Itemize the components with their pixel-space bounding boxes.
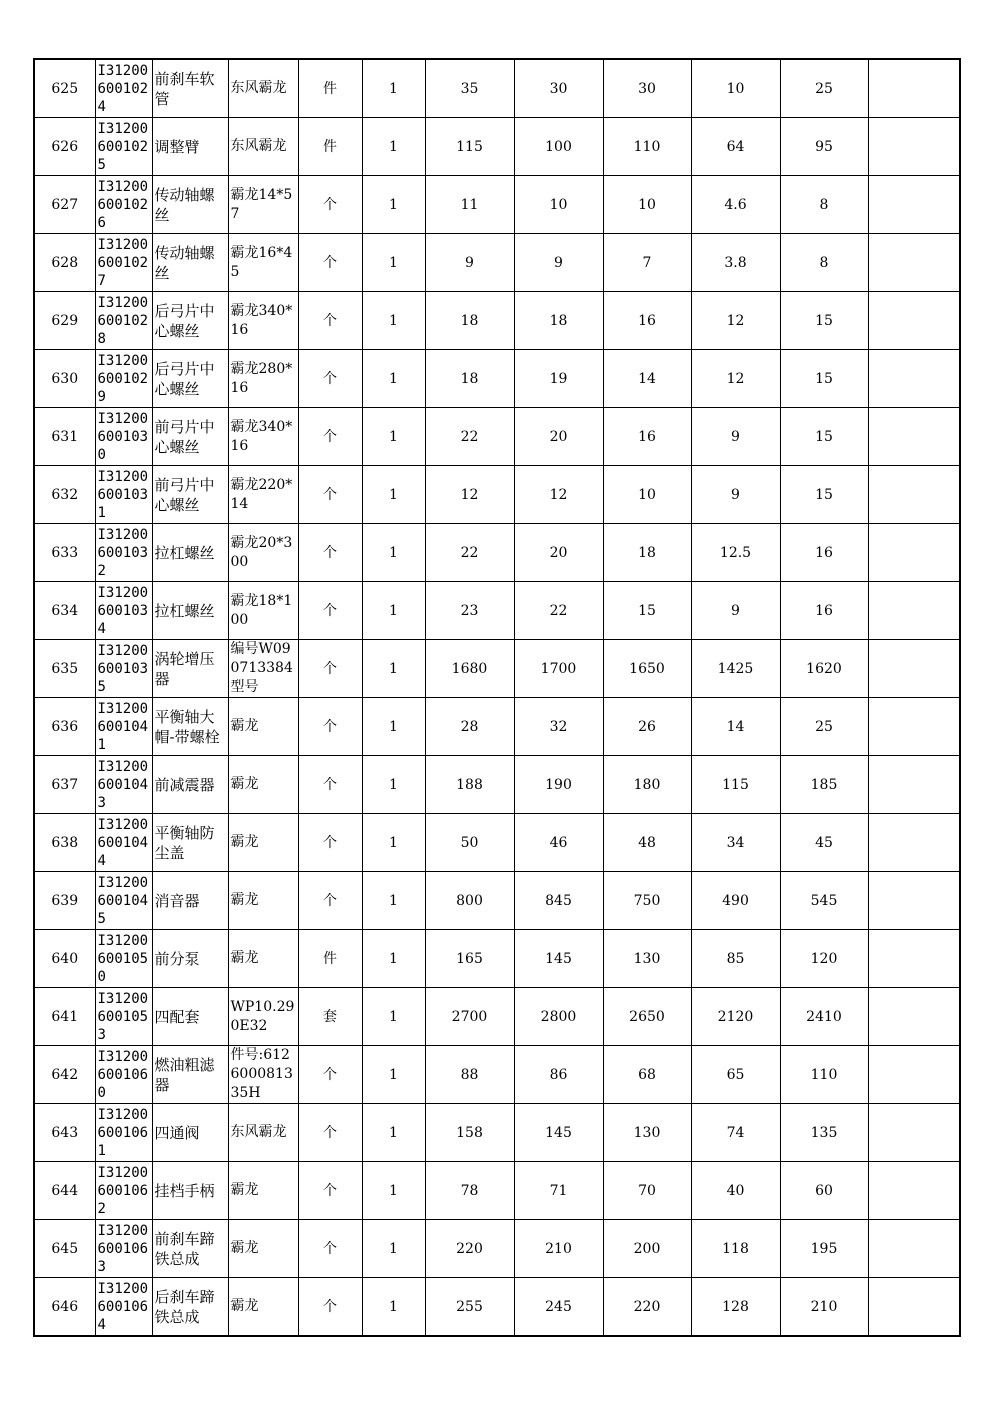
price-2-cell: 145: [514, 1104, 603, 1162]
price-3-cell: 10: [603, 176, 691, 234]
row-number-cell: 633: [34, 524, 95, 582]
price-1-cell: 220: [425, 1220, 514, 1278]
price-5-cell: 16: [780, 582, 868, 640]
table-row: [34, 814, 960, 872]
price-4-cell: 14: [691, 698, 780, 756]
part-code-cell: I312006001053: [95, 988, 152, 1046]
unit-cell: 套: [298, 988, 362, 1046]
price-2-cell: 100: [514, 118, 603, 176]
unit-cell: 个: [298, 234, 362, 292]
row-number-cell: 641: [34, 988, 95, 1046]
part-name-cell: 前刹车软管: [152, 59, 228, 118]
table-row: [34, 930, 960, 988]
price-5-cell: 45: [780, 814, 868, 872]
price-4-cell: 1425: [691, 640, 780, 698]
table-row: [34, 466, 960, 524]
part-name-cell: 挂档手柄: [152, 1162, 228, 1220]
note-cell: [868, 350, 960, 408]
price-1-cell: 115: [425, 118, 514, 176]
quantity-cell: 1: [362, 118, 425, 176]
note-cell: [868, 176, 960, 234]
part-spec-cell: 件号:612600081335H: [228, 1046, 298, 1104]
quantity-cell: 1: [362, 640, 425, 698]
note-cell: [868, 930, 960, 988]
unit-cell: 个: [298, 698, 362, 756]
unit-cell: 个: [298, 814, 362, 872]
price-3-cell: 26: [603, 698, 691, 756]
row-number-cell: 635: [34, 640, 95, 698]
price-4-cell: 40: [691, 1162, 780, 1220]
price-2-cell: 32: [514, 698, 603, 756]
part-spec-cell: 霸龙: [228, 1162, 298, 1220]
price-2-cell: 10: [514, 176, 603, 234]
price-4-cell: 2120: [691, 988, 780, 1046]
quantity-cell: 1: [362, 988, 425, 1046]
price-1-cell: 22: [425, 408, 514, 466]
part-code-cell: I312006001045: [95, 872, 152, 930]
part-code-cell: I312006001024: [95, 59, 152, 118]
price-4-cell: 12.5: [691, 524, 780, 582]
price-5-cell: 15: [780, 408, 868, 466]
note-cell: [868, 814, 960, 872]
part-name-cell: 燃油粗滤器: [152, 1046, 228, 1104]
part-code-cell: I312006001063: [95, 1220, 152, 1278]
part-spec-cell: 霸龙18*100: [228, 582, 298, 640]
price-5-cell: 195: [780, 1220, 868, 1278]
price-5-cell: 545: [780, 872, 868, 930]
part-code-cell: I312006001034: [95, 582, 152, 640]
quantity-cell: 1: [362, 292, 425, 350]
price-3-cell: 110: [603, 118, 691, 176]
price-5-cell: 25: [780, 59, 868, 118]
part-code-cell: I312006001030: [95, 408, 152, 466]
price-5-cell: 15: [780, 292, 868, 350]
price-3-cell: 14: [603, 350, 691, 408]
price-1-cell: 2700: [425, 988, 514, 1046]
price-1-cell: 18: [425, 350, 514, 408]
part-spec-cell: 编号W090713384型号: [228, 640, 298, 698]
price-3-cell: 1650: [603, 640, 691, 698]
price-3-cell: 220: [603, 1278, 691, 1337]
part-name-cell: 前刹车蹄铁总成: [152, 1220, 228, 1278]
row-number-cell: 630: [34, 350, 95, 408]
table-row: [34, 234, 960, 292]
unit-cell: 个: [298, 1220, 362, 1278]
price-4-cell: 9: [691, 466, 780, 524]
price-5-cell: 8: [780, 234, 868, 292]
price-3-cell: 7: [603, 234, 691, 292]
part-name-cell: 四配套: [152, 988, 228, 1046]
table-row: [34, 350, 960, 408]
part-spec-cell: 霸龙220*14: [228, 466, 298, 524]
quantity-cell: 1: [362, 814, 425, 872]
unit-cell: 个: [298, 1278, 362, 1337]
quantity-cell: 1: [362, 1104, 425, 1162]
note-cell: [868, 872, 960, 930]
note-cell: [868, 292, 960, 350]
note-cell: [868, 118, 960, 176]
row-number-cell: 625: [34, 59, 95, 118]
table-row: [34, 1220, 960, 1278]
price-5-cell: 185: [780, 756, 868, 814]
row-number-cell: 634: [34, 582, 95, 640]
table-row: [34, 872, 960, 930]
quantity-cell: 1: [362, 756, 425, 814]
price-2-cell: 2800: [514, 988, 603, 1046]
quantity-cell: 1: [362, 872, 425, 930]
note-cell: [868, 640, 960, 698]
price-3-cell: 70: [603, 1162, 691, 1220]
part-spec-cell: 霸龙340*16: [228, 292, 298, 350]
unit-cell: 个: [298, 524, 362, 582]
note-cell: [868, 988, 960, 1046]
part-code-cell: I312006001026: [95, 176, 152, 234]
part-name-cell: 拉杠螺丝: [152, 582, 228, 640]
row-number-cell: 631: [34, 408, 95, 466]
row-number-cell: 645: [34, 1220, 95, 1278]
note-cell: [868, 1220, 960, 1278]
price-2-cell: 1700: [514, 640, 603, 698]
price-2-cell: 210: [514, 1220, 603, 1278]
price-4-cell: 12: [691, 350, 780, 408]
part-spec-cell: 霸龙340*16: [228, 408, 298, 466]
price-4-cell: 34: [691, 814, 780, 872]
price-4-cell: 4.6: [691, 176, 780, 234]
row-number-cell: 644: [34, 1162, 95, 1220]
part-name-cell: 平衡轴防尘盖: [152, 814, 228, 872]
price-2-cell: 9: [514, 234, 603, 292]
unit-cell: 个: [298, 1104, 362, 1162]
price-1-cell: 1680: [425, 640, 514, 698]
table-row: [34, 1278, 960, 1337]
part-name-cell: 前弓片中心螺丝: [152, 466, 228, 524]
price-1-cell: 188: [425, 756, 514, 814]
table-row: [34, 176, 960, 234]
part-spec-cell: 霸龙: [228, 1278, 298, 1337]
unit-cell: 个: [298, 350, 362, 408]
note-cell: [868, 582, 960, 640]
quantity-cell: 1: [362, 234, 425, 292]
row-number-cell: 626: [34, 118, 95, 176]
unit-cell: 个: [298, 292, 362, 350]
part-spec-cell: 霸龙16*45: [228, 234, 298, 292]
table-row: [34, 408, 960, 466]
price-1-cell: 50: [425, 814, 514, 872]
note-cell: [868, 1046, 960, 1104]
part-code-cell: I312006001062: [95, 1162, 152, 1220]
note-cell: [868, 1162, 960, 1220]
price-5-cell: 25: [780, 698, 868, 756]
part-spec-cell: 东风霸龙: [228, 118, 298, 176]
price-3-cell: 750: [603, 872, 691, 930]
price-1-cell: 12: [425, 466, 514, 524]
price-4-cell: 64: [691, 118, 780, 176]
part-code-cell: I312006001035: [95, 640, 152, 698]
price-4-cell: 9: [691, 408, 780, 466]
table-row: [34, 1046, 960, 1104]
unit-cell: 个: [298, 582, 362, 640]
quantity-cell: 1: [362, 350, 425, 408]
note-cell: [868, 756, 960, 814]
price-2-cell: 145: [514, 930, 603, 988]
row-number-cell: 642: [34, 1046, 95, 1104]
price-1-cell: 9: [425, 234, 514, 292]
price-1-cell: 800: [425, 872, 514, 930]
quantity-cell: 1: [362, 1278, 425, 1337]
price-3-cell: 15: [603, 582, 691, 640]
table-row: [34, 59, 960, 118]
row-number-cell: 638: [34, 814, 95, 872]
unit-cell: 个: [298, 756, 362, 814]
unit-cell: 个: [298, 466, 362, 524]
part-spec-cell: 霸龙: [228, 756, 298, 814]
price-3-cell: 16: [603, 292, 691, 350]
part-name-cell: 前弓片中心螺丝: [152, 408, 228, 466]
unit-cell: 个: [298, 176, 362, 234]
parts-price-table: [33, 58, 961, 1337]
price-4-cell: 490: [691, 872, 780, 930]
part-spec-cell: 霸龙: [228, 872, 298, 930]
price-5-cell: 210: [780, 1278, 868, 1337]
unit-cell: 个: [298, 640, 362, 698]
table-row: [34, 524, 960, 582]
part-code-cell: I312006001025: [95, 118, 152, 176]
price-4-cell: 10: [691, 59, 780, 118]
price-1-cell: 11: [425, 176, 514, 234]
price-1-cell: 35: [425, 59, 514, 118]
price-3-cell: 48: [603, 814, 691, 872]
part-spec-cell: 东风霸龙: [228, 1104, 298, 1162]
note-cell: [868, 234, 960, 292]
unit-cell: 个: [298, 872, 362, 930]
price-2-cell: 46: [514, 814, 603, 872]
part-spec-cell: 霸龙: [228, 814, 298, 872]
part-name-cell: 传动轴螺丝: [152, 176, 228, 234]
price-5-cell: 15: [780, 466, 868, 524]
part-name-cell: 调整臂: [152, 118, 228, 176]
note-cell: [868, 1104, 960, 1162]
note-cell: [868, 1278, 960, 1337]
price-3-cell: 130: [603, 930, 691, 988]
row-number-cell: 639: [34, 872, 95, 930]
quantity-cell: 1: [362, 466, 425, 524]
part-spec-cell: 霸龙: [228, 930, 298, 988]
price-3-cell: 30: [603, 59, 691, 118]
note-cell: [868, 524, 960, 582]
price-1-cell: 158: [425, 1104, 514, 1162]
price-2-cell: 245: [514, 1278, 603, 1337]
price-1-cell: 22: [425, 524, 514, 582]
price-2-cell: 18: [514, 292, 603, 350]
price-5-cell: 95: [780, 118, 868, 176]
price-1-cell: 78: [425, 1162, 514, 1220]
price-4-cell: 12: [691, 292, 780, 350]
table-row: [34, 582, 960, 640]
price-3-cell: 200: [603, 1220, 691, 1278]
price-3-cell: 10: [603, 466, 691, 524]
part-name-cell: 后弓片中心螺丝: [152, 350, 228, 408]
part-name-cell: 前分泵: [152, 930, 228, 988]
part-code-cell: I312006001031: [95, 466, 152, 524]
quantity-cell: 1: [362, 1046, 425, 1104]
price-2-cell: 845: [514, 872, 603, 930]
price-1-cell: 18: [425, 292, 514, 350]
quantity-cell: 1: [362, 1220, 425, 1278]
price-4-cell: 128: [691, 1278, 780, 1337]
row-number-cell: 646: [34, 1278, 95, 1337]
row-number-cell: 636: [34, 698, 95, 756]
price-4-cell: 118: [691, 1220, 780, 1278]
part-spec-cell: 霸龙: [228, 1220, 298, 1278]
unit-cell: 个: [298, 408, 362, 466]
table-row: [34, 118, 960, 176]
table-row: [34, 1104, 960, 1162]
price-5-cell: 120: [780, 930, 868, 988]
part-spec-cell: 霸龙20*300: [228, 524, 298, 582]
quantity-cell: 1: [362, 524, 425, 582]
part-code-cell: I312006001028: [95, 292, 152, 350]
quantity-cell: 1: [362, 1162, 425, 1220]
part-name-cell: 前减震器: [152, 756, 228, 814]
price-5-cell: 16: [780, 524, 868, 582]
row-number-cell: 640: [34, 930, 95, 988]
quantity-cell: 1: [362, 930, 425, 988]
table-row: [34, 988, 960, 1046]
part-code-cell: I312006001064: [95, 1278, 152, 1337]
price-2-cell: 19: [514, 350, 603, 408]
part-name-cell: 后弓片中心螺丝: [152, 292, 228, 350]
part-code-cell: I312006001029: [95, 350, 152, 408]
part-code-cell: I312006001027: [95, 234, 152, 292]
price-3-cell: 68: [603, 1046, 691, 1104]
part-code-cell: I312006001032: [95, 524, 152, 582]
table-row: [34, 698, 960, 756]
part-code-cell: I312006001044: [95, 814, 152, 872]
price-1-cell: 28: [425, 698, 514, 756]
row-number-cell: 629: [34, 292, 95, 350]
part-spec-cell: WP10.290E32: [228, 988, 298, 1046]
price-4-cell: 115: [691, 756, 780, 814]
price-4-cell: 85: [691, 930, 780, 988]
price-2-cell: 86: [514, 1046, 603, 1104]
note-cell: [868, 408, 960, 466]
price-2-cell: 20: [514, 524, 603, 582]
row-number-cell: 643: [34, 1104, 95, 1162]
part-code-cell: I312006001041: [95, 698, 152, 756]
table-row: [34, 756, 960, 814]
part-code-cell: I312006001050: [95, 930, 152, 988]
price-5-cell: 135: [780, 1104, 868, 1162]
row-number-cell: 637: [34, 756, 95, 814]
table-row: [34, 292, 960, 350]
price-2-cell: 71: [514, 1162, 603, 1220]
part-name-cell: 传动轴螺丝: [152, 234, 228, 292]
row-number-cell: 632: [34, 466, 95, 524]
part-spec-cell: 霸龙: [228, 698, 298, 756]
part-name-cell: 拉杠螺丝: [152, 524, 228, 582]
part-name-cell: 后刹车蹄铁总成: [152, 1278, 228, 1337]
price-5-cell: 15: [780, 350, 868, 408]
price-3-cell: 2650: [603, 988, 691, 1046]
note-cell: [868, 466, 960, 524]
quantity-cell: 1: [362, 59, 425, 118]
table-row: [34, 640, 960, 698]
price-4-cell: 9: [691, 582, 780, 640]
price-4-cell: 74: [691, 1104, 780, 1162]
note-cell: [868, 59, 960, 118]
part-code-cell: I312006001061: [95, 1104, 152, 1162]
row-number-cell: 627: [34, 176, 95, 234]
price-5-cell: 1620: [780, 640, 868, 698]
table-row: [34, 1162, 960, 1220]
price-1-cell: 255: [425, 1278, 514, 1337]
unit-cell: 件: [298, 930, 362, 988]
price-2-cell: 190: [514, 756, 603, 814]
unit-cell: 个: [298, 1162, 362, 1220]
price-2-cell: 12: [514, 466, 603, 524]
price-5-cell: 110: [780, 1046, 868, 1104]
note-cell: [868, 698, 960, 756]
part-spec-cell: 东风霸龙: [228, 59, 298, 118]
price-3-cell: 130: [603, 1104, 691, 1162]
part-name-cell: 平衡轴大帽-带螺栓: [152, 698, 228, 756]
unit-cell: 个: [298, 1046, 362, 1104]
part-code-cell: I312006001043: [95, 756, 152, 814]
price-4-cell: 3.8: [691, 234, 780, 292]
price-2-cell: 22: [514, 582, 603, 640]
price-3-cell: 180: [603, 756, 691, 814]
price-2-cell: 30: [514, 59, 603, 118]
part-name-cell: 涡轮增压器: [152, 640, 228, 698]
price-3-cell: 18: [603, 524, 691, 582]
price-5-cell: 2410: [780, 988, 868, 1046]
quantity-cell: 1: [362, 698, 425, 756]
unit-cell: 件: [298, 59, 362, 118]
price-1-cell: 165: [425, 930, 514, 988]
part-name-cell: 四通阀: [152, 1104, 228, 1162]
part-spec-cell: 霸龙280*16: [228, 350, 298, 408]
price-5-cell: 60: [780, 1162, 868, 1220]
quantity-cell: 1: [362, 408, 425, 466]
price-2-cell: 20: [514, 408, 603, 466]
price-1-cell: 88: [425, 1046, 514, 1104]
price-3-cell: 16: [603, 408, 691, 466]
price-1-cell: 23: [425, 582, 514, 640]
row-number-cell: 628: [34, 234, 95, 292]
part-name-cell: 消音器: [152, 872, 228, 930]
quantity-cell: 1: [362, 176, 425, 234]
quantity-cell: 1: [362, 582, 425, 640]
part-spec-cell: 霸龙14*57: [228, 176, 298, 234]
price-5-cell: 8: [780, 176, 868, 234]
part-code-cell: I312006001060: [95, 1046, 152, 1104]
price-4-cell: 65: [691, 1046, 780, 1104]
unit-cell: 件: [298, 118, 362, 176]
